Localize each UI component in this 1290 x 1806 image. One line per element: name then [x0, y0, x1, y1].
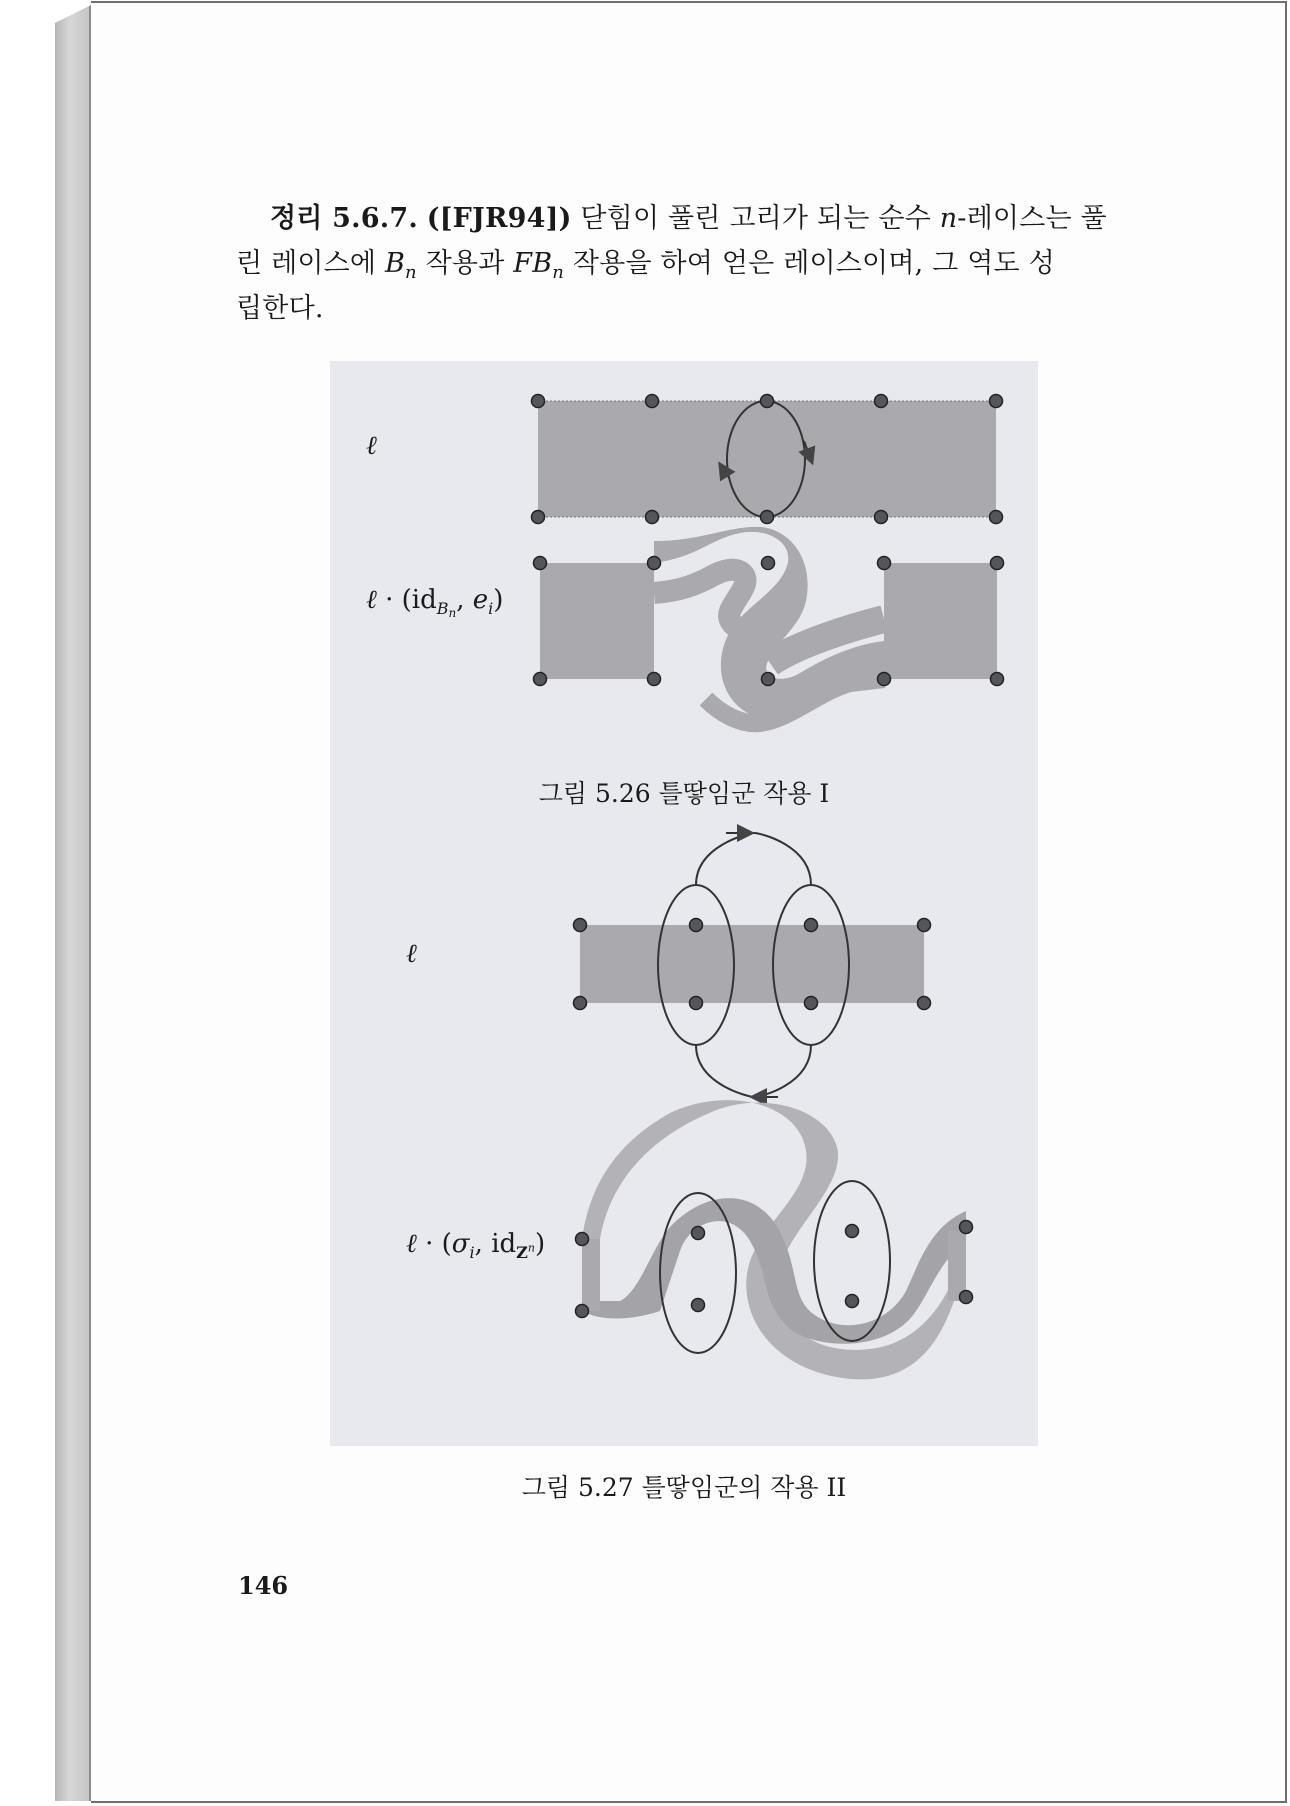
- fig527-bottom-label: ℓ · ($\sigma_i$, $id_{Z^n}$): [406, 1229, 546, 1262]
- braid-group-symbol: B: [385, 248, 406, 279]
- fig526-bottom-lace: [534, 527, 1004, 723]
- swap-arc-bottom: [696, 1045, 811, 1097]
- theorem-text-1: 닫힘이 풀린 고리가 되는 순수: [580, 203, 931, 234]
- theorem-citation: ([FJR94]): [426, 203, 572, 234]
- theorem-line-3: [236, 286, 1146, 331]
- right-loop: [814, 1181, 890, 1341]
- swap-arc-top: [696, 833, 811, 885]
- free-braid-symbol: FB: [513, 248, 553, 279]
- theorem-label: 정리 5.6.7.: [270, 203, 418, 234]
- lace-band: [538, 401, 996, 517]
- book-spine-edge: [55, 5, 91, 1801]
- fig526-bottom-label: ℓ · ($id_{B_n}$, $e_i$): [366, 585, 504, 620]
- figure-drawing: [330, 361, 1038, 1446]
- n-symbol: n: [939, 203, 958, 234]
- braid-group-subscript: n: [405, 262, 417, 283]
- fig527-top-label: ℓ: [406, 939, 417, 969]
- fig527-top-lace: [574, 833, 931, 1097]
- theorem-text-2c: 작용을 하여 얻은 레이스이며, 그 역도 성: [572, 248, 1055, 279]
- theorem-paragraph: [236, 196, 1146, 331]
- theorem-text-2a: 린 레이스에: [236, 248, 377, 279]
- figure-panel: [330, 361, 1038, 1446]
- theorem-text-3: 립한다.: [236, 293, 324, 324]
- fig526-top-lace: [532, 395, 1003, 524]
- fig526-top-label: ℓ: [366, 431, 377, 461]
- theorem-text-2b: 작용과: [425, 248, 505, 279]
- theorem-line-1: [236, 196, 1146, 241]
- theorem-line-2: [236, 241, 1146, 286]
- page-number: 146: [238, 1571, 289, 1600]
- figure-caption-5-26: 그림 5.26 틀땋임군 작용 I: [538, 779, 830, 808]
- figure-caption-5-27: 그림 5.27 틀땋임군의 작용 II: [521, 1473, 847, 1502]
- fig527-bottom-lace: [576, 1100, 973, 1379]
- theorem-text-1-end: -레이스는 풀: [957, 203, 1107, 234]
- free-braid-subscript: n: [552, 262, 565, 283]
